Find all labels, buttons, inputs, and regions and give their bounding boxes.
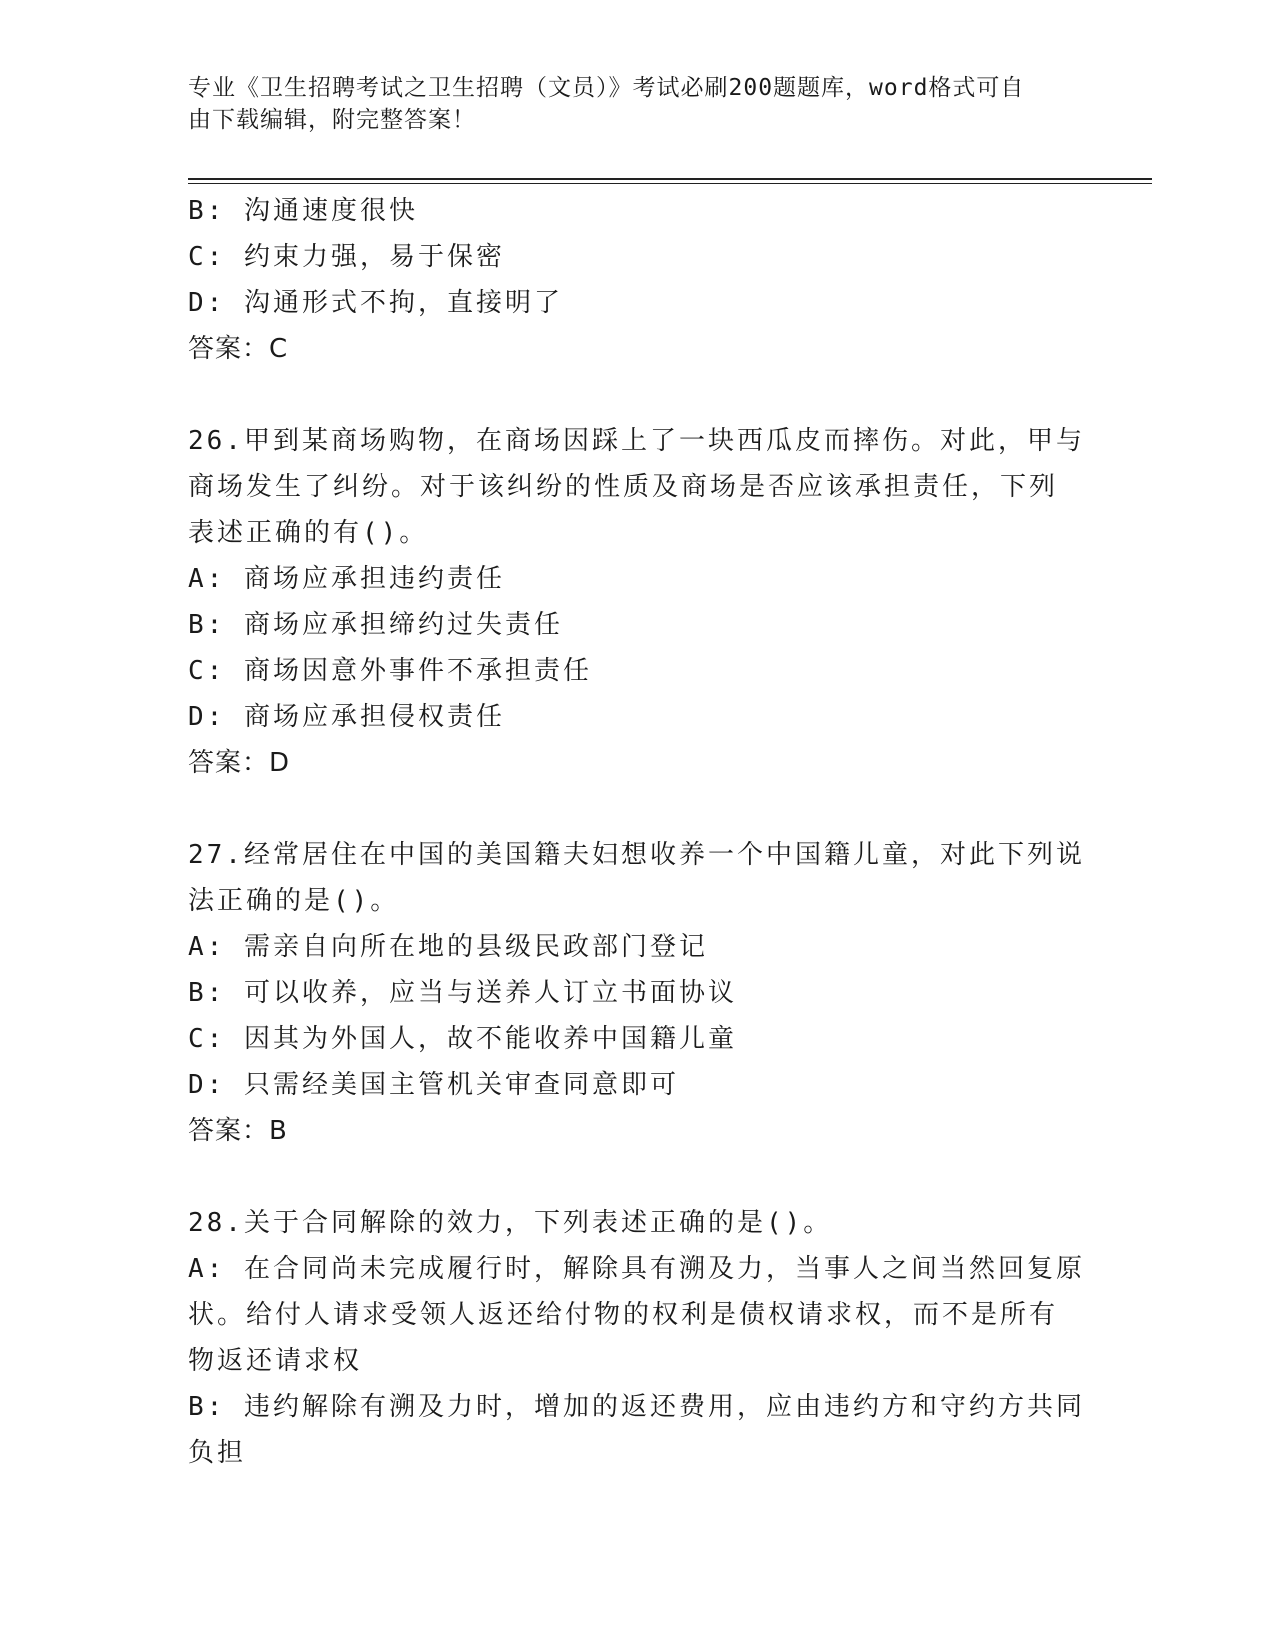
option-a-continuation: 物返还请求权 xyxy=(188,1346,363,1376)
option-d: D: 沟通形式不拘，直接明了 xyxy=(188,288,563,318)
question-25 xyxy=(188,188,1088,372)
question-26 xyxy=(188,418,1088,786)
option-c: C: 商场因意外事件不承担责任 xyxy=(188,656,592,686)
option-a-continuation: 状。给付人请求受领人返还给付物的权利是债权请求权，而不是所有 xyxy=(188,1300,1059,1330)
answer-line: 答案：B xyxy=(188,1116,288,1146)
header-rule-thin xyxy=(188,183,1152,184)
question-stem-line: 26.甲到某商场购物，在商场因踩上了一块西瓜皮而摔伤。对此，甲与 xyxy=(188,426,1085,456)
document-header xyxy=(188,72,1068,136)
answer-line: 答案：C xyxy=(188,334,289,364)
option-d: D: 只需经美国主管机关审查同意即可 xyxy=(188,1070,679,1100)
option-a: A: 需亲自向所在地的县级民政部门登记 xyxy=(188,932,708,962)
header-rule-thick xyxy=(188,178,1152,180)
option-c: C: 因其为外国人，故不能收养中国籍儿童 xyxy=(188,1024,737,1054)
spacer xyxy=(188,1154,1088,1200)
spacer xyxy=(188,372,1088,418)
spacer xyxy=(188,786,1088,832)
document-body xyxy=(188,188,1088,1476)
option-d: D: 商场应承担侵权责任 xyxy=(188,702,505,732)
header-line-1: 专业《卫生招聘考试之卫生招聘（文员）》考试必刷200题题库，word格式可自 xyxy=(188,75,1025,101)
header-line-2: 由下载编辑，附完整答案！ xyxy=(188,107,476,133)
option-b: B: 商场应承担缔约过失责任 xyxy=(188,610,563,640)
question-stem-line: 商场发生了纠纷。对于该纠纷的性质及商场是否应该承担责任，下列 xyxy=(188,472,1059,502)
answer-line: 答案：D xyxy=(188,748,291,778)
option-b: B: 沟通速度很快 xyxy=(188,196,418,226)
option-c: C: 约束力强，易于保密 xyxy=(188,242,505,272)
option-a: A: 商场应承担违约责任 xyxy=(188,564,505,594)
option-b: B: 可以收养，应当与送养人订立书面协议 xyxy=(188,978,737,1008)
question-stem-line: 28.关于合同解除的效力，下列表述正确的是()。 xyxy=(188,1208,833,1238)
option-b: B: 违约解除有溯及力时，增加的返还费用，应由违约方和守约方共同 xyxy=(188,1392,1085,1422)
question-28 xyxy=(188,1200,1088,1476)
option-a: A: 在合同尚未完成履行时，解除具有溯及力，当事人之间当然回复原 xyxy=(188,1254,1085,1284)
question-stem-line: 法正确的是()。 xyxy=(188,886,400,916)
question-stem-line: 表述正确的有()。 xyxy=(188,518,429,548)
question-stem-line: 27.经常居住在中国的美国籍夫妇想收养一个中国籍儿童，对此下列说 xyxy=(188,840,1085,870)
option-b-continuation: 负担 xyxy=(188,1438,247,1468)
question-27 xyxy=(188,832,1088,1154)
